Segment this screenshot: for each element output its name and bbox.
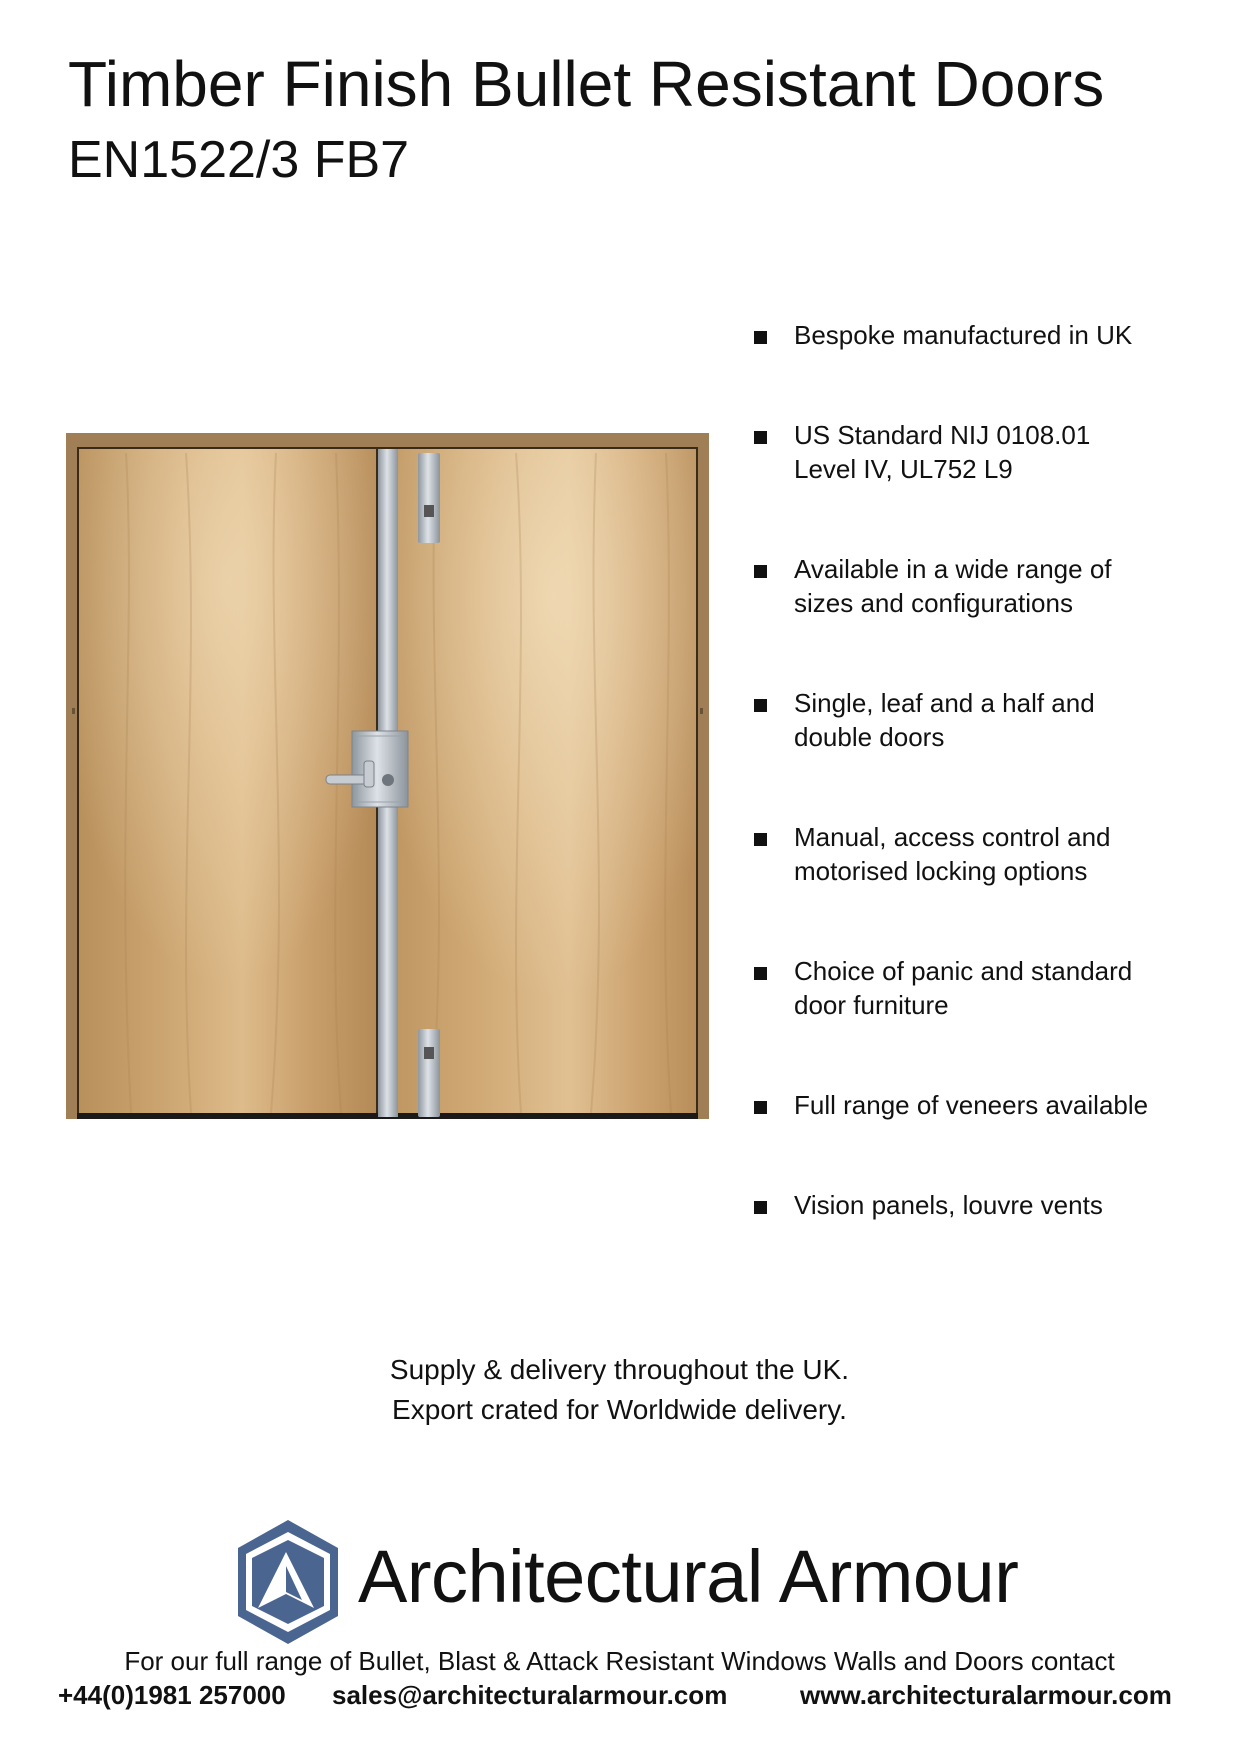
feature-text: Manual, access control and motorised locking options [794,822,1111,886]
square-bullet-icon [754,431,767,444]
list-item [754,1088,1224,1122]
page-subtitle: EN1522/3 FB7 [68,131,410,189]
feature-text: Choice of panic and standard door furniture [794,956,1133,1020]
list-item [754,318,1224,352]
list-item [754,686,1224,754]
square-bullet-icon [754,565,767,578]
feature-text: Vision panels, louvre vents [794,1190,1103,1220]
feature-text: Full range of veneers available [794,1090,1149,1120]
square-bullet-icon [754,1101,767,1114]
list-item [754,552,1224,620]
square-bullet-icon [754,699,767,712]
email-link[interactable]: sales@architecturalarmour.com [332,1680,728,1710]
export-line: Export crated for Worldwide delivery. [392,1394,847,1425]
footer-tagline: For our full range of Bullet, Blast & Attack Resistant Windows Walls and Doors contact [124,1646,1115,1676]
website-link[interactable]: www.architecturalarmour.com [800,1680,1172,1710]
square-bullet-icon [754,967,767,980]
list-item [754,1188,1224,1222]
architectural-armour-logo-icon [236,1518,340,1646]
square-bullet-icon [754,833,767,846]
feature-text: US Standard NIJ 0108.01 Level IV, UL752 L9 [794,420,1091,484]
square-bullet-icon [754,1201,767,1214]
supply-line: Supply & delivery throughout the UK. [389,1354,850,1385]
square-bullet-icon [754,331,767,344]
page-title: Timber Finish Bullet Resistant Doors [68,48,1105,120]
phone-number[interactable]: +44(0)1981 257000 [58,1680,286,1710]
feature-text: Single, leaf and a half and double doors [794,688,1095,752]
brand-name: Architectural Armour [358,1535,1019,1618]
list-item [754,418,1224,486]
list-item [754,954,1224,1022]
list-item [754,820,1224,888]
feature-text: Bespoke manufactured in UK [794,320,1133,350]
door-illustration [66,433,709,1119]
feature-text: Available in a wide range of sizes and configurations [794,554,1112,618]
